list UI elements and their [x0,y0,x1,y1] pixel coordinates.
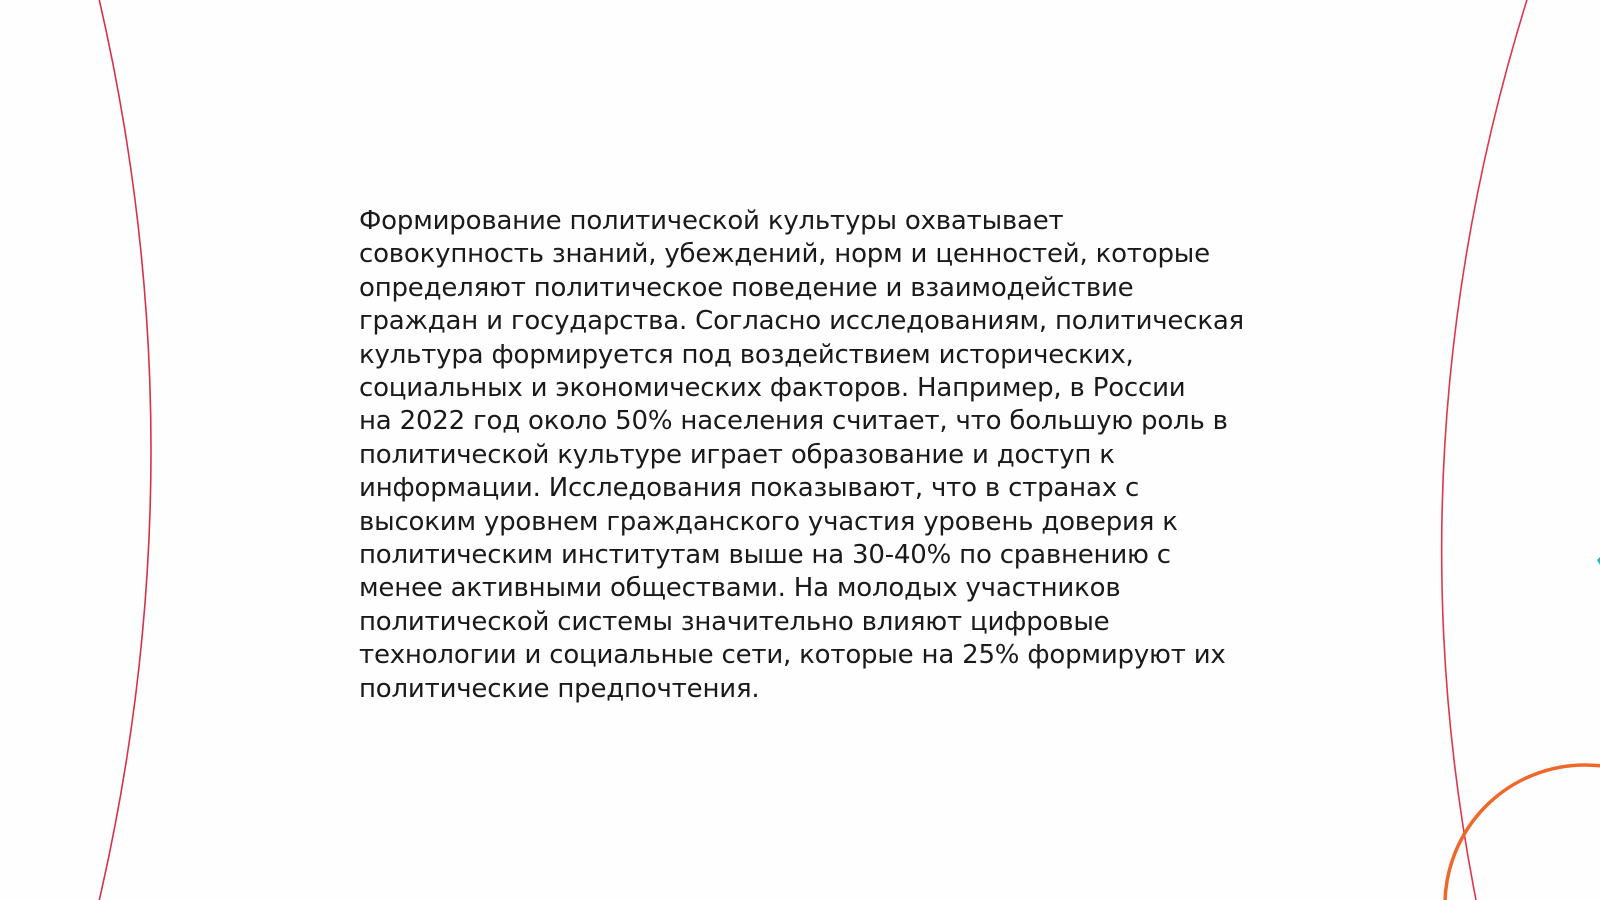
right-arc-decoration [1442,0,1530,900]
left-arc-decoration [97,0,151,900]
orange-ring-decoration [1445,765,1600,900]
slide-body-text: Формирование политической культуры охватывает совокупность знаний, убеждений, норм и ценностей, которые определяют политическое поведение и взаимодействие граждан и государства. Согласно исследованиям, политическая культура формируется под воздействием исторических, социальных и экономических факторов. Например, в России на 2022 год около 50% населения считает, что большую роль в политической культуре играет образование и доступ к информации. Исследования показывают, что в странах с высоким уровнем гражданского участия уровень доверия к политическим институтам выше на 30-40% по сравнению с менее активными обществами. На молодых участников политической системы значительно влияют цифровые технологии и социальные сети, которые на 25% формируют их политические предпочтения. [359,206,1244,704]
